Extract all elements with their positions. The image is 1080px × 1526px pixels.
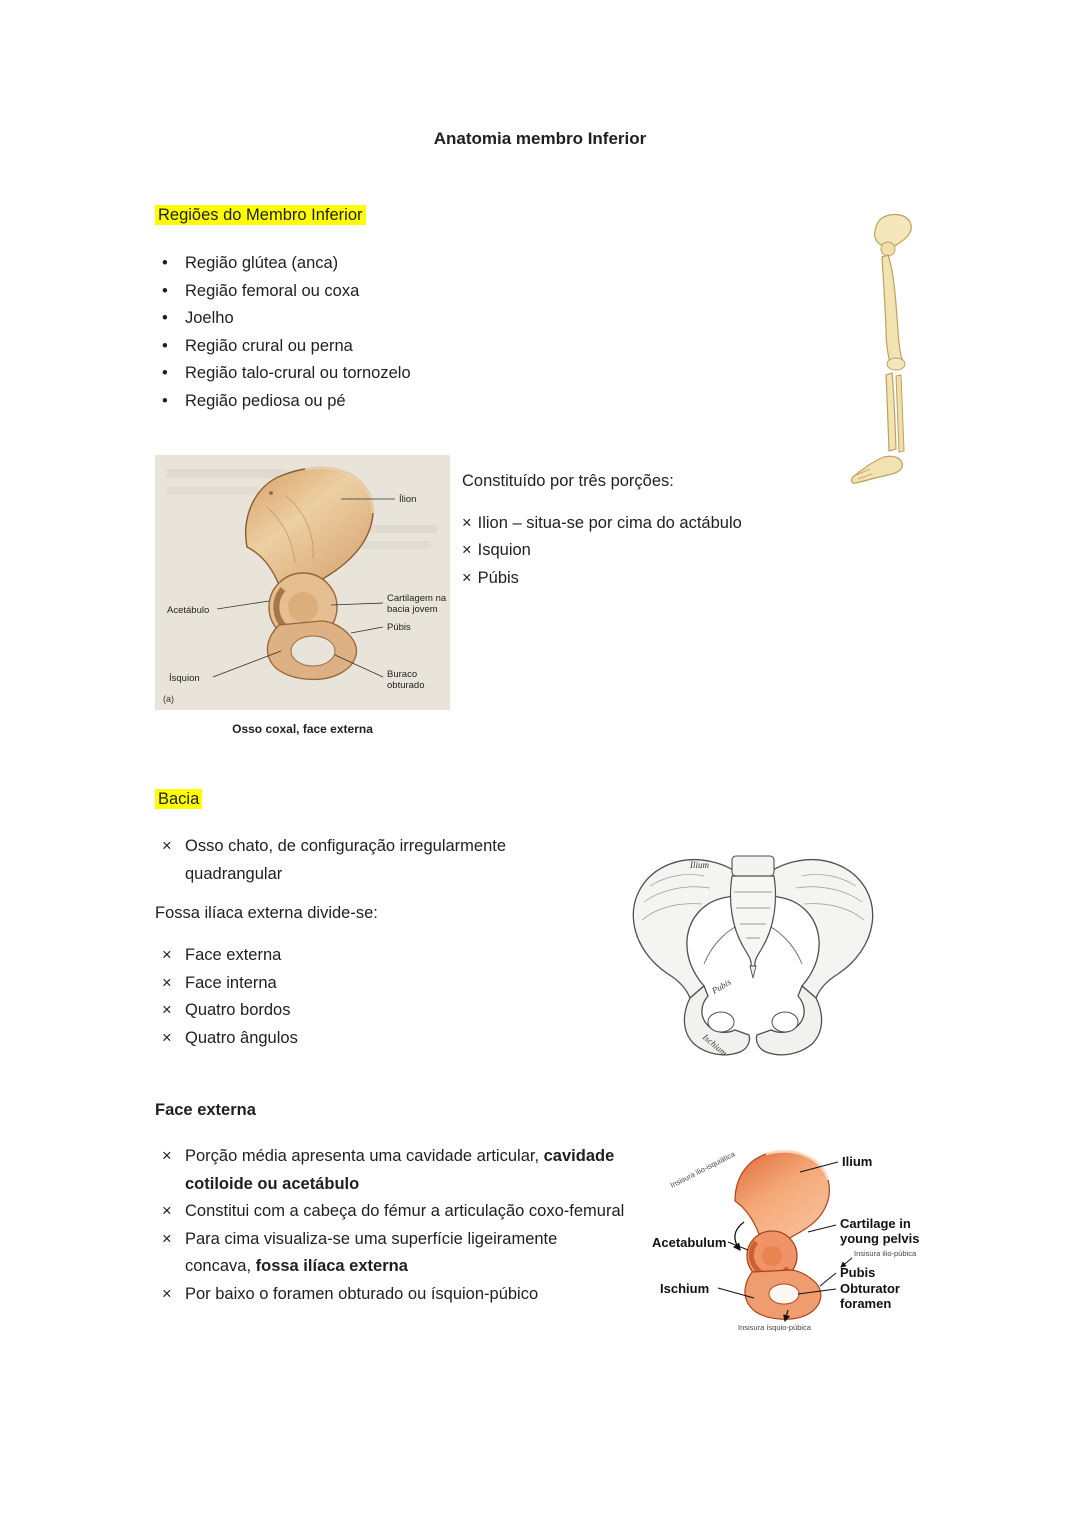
- fossa-intro: Fossa ilíaca externa divide-se:: [155, 904, 378, 922]
- hip-label-insisura-isquio-pubica: Insisura ísquio-púbica: [738, 1323, 811, 1332]
- hip-label-insisura-ilio-isquiatica: Insisura ilio-isquiática: [668, 1149, 737, 1190]
- hip-label-obturator-line1: Obturator: [840, 1281, 900, 1296]
- section-heading-face-externa: Face externa: [155, 1101, 256, 1119]
- hip-label-insisura-ilio-pubica: Insisura ilio-púbica: [854, 1249, 917, 1258]
- hip-label-cartilage-line2: young pelvis: [840, 1231, 920, 1246]
- porcoes-list: [462, 510, 892, 593]
- coxal-label-ilion: Ílion: [399, 494, 417, 505]
- section-heading-regioes: [155, 206, 366, 225]
- cross-marker: ×: [162, 946, 172, 964]
- cross-marker: ×: [162, 1202, 172, 1220]
- list-item-label: Por baixo o foramen obturado ou ísquion-púbico: [185, 1284, 539, 1303]
- pelvis-label-ischium: Ischium: [700, 1031, 729, 1058]
- list-item: [462, 510, 892, 538]
- cross-marker: ×: [162, 1229, 172, 1248]
- list-item: [155, 388, 585, 416]
- face-externa-list: [155, 1143, 625, 1308]
- coxal-label-cartilagem-line2: bacia jovem: [387, 604, 438, 615]
- list-item: [155, 1226, 625, 1281]
- list-item: [155, 1025, 585, 1053]
- list-item-label: Quatro bordos: [185, 1001, 291, 1019]
- bullet-dot-marker: •: [162, 364, 168, 382]
- porcoes-intro: Constituído por três porções:: [462, 472, 674, 490]
- cross-marker: ×: [162, 1001, 172, 1019]
- section-heading-bacia: [155, 790, 202, 809]
- hip-bone-illustration: [638, 1146, 930, 1334]
- cross-marker: ×: [162, 1028, 172, 1047]
- list-item: [155, 1198, 625, 1226]
- coxal-bone-illustration: [155, 455, 450, 710]
- pelvis-label-ilium: Ilium: [690, 860, 709, 870]
- bullet-dot-marker: •: [162, 336, 168, 355]
- bacia-item-list: [155, 833, 585, 888]
- list-item: [155, 833, 585, 888]
- regioes-heading-text: Regiões do Membro Inferior: [155, 205, 366, 225]
- coxal-label-pubis: Púbis: [387, 622, 411, 633]
- list-item: [155, 997, 585, 1025]
- list-item-label: Quatro ângulos: [185, 1028, 298, 1047]
- list-item-label: Isquion: [477, 541, 531, 559]
- coxal-label-acetabulo: Acetábulo: [167, 605, 210, 616]
- item-text-bold: cavidade cotiloide ou acetábulo: [185, 1147, 615, 1193]
- cross-marker: ×: [462, 568, 472, 587]
- list-item-label: Região glútea (anca): [185, 254, 339, 272]
- item-text-bold: fossa ilíaca externa: [255, 1257, 408, 1275]
- list-item-label: Ilion – situa-se por cima do actábulo: [477, 513, 742, 532]
- cross-marker: ×: [162, 1284, 172, 1303]
- list-item-label: Face interna: [185, 973, 277, 992]
- hip-label-pubis: Pubis: [840, 1265, 876, 1280]
- item-text: Porção média apresenta uma cavidade articular,: [185, 1147, 544, 1165]
- list-item: [155, 360, 585, 388]
- list-item-label: Púbis: [477, 568, 519, 587]
- list-item-label: Região talo-crural ou tornozelo: [185, 364, 411, 382]
- list-item: [155, 278, 585, 306]
- item-text: Para cima visualiza-se uma superfície ligeiramente concava,: [185, 1229, 558, 1275]
- hip-label-ilium: Ilium: [842, 1154, 873, 1169]
- coxal-bone-figure: [155, 455, 450, 710]
- list-item: [155, 942, 585, 970]
- bacia-heading-text: Bacia: [155, 789, 202, 809]
- cross-marker: ×: [162, 1147, 172, 1165]
- list-item-label: Joelho: [185, 309, 234, 327]
- bullet-dot-marker: •: [162, 281, 168, 300]
- coxal-panel-letter: (a): [163, 694, 174, 704]
- leg-skeleton-illustration: [842, 210, 930, 492]
- coxal-label-isquion: Ísquion: [169, 673, 200, 684]
- pelvis-engraving-figure: [620, 836, 886, 1068]
- pelvis-engraving-illustration: [620, 836, 886, 1068]
- hip-label-acetabulum: Acetabulum: [652, 1235, 727, 1250]
- list-item-label: [185, 1226, 625, 1281]
- cross-marker: ×: [462, 513, 472, 532]
- hip-label-ischium: Ischium: [660, 1281, 710, 1296]
- list-item: [155, 333, 585, 361]
- list-item-label: Face externa: [185, 946, 282, 964]
- coxal-label-buraco-line2: obturado: [387, 680, 425, 691]
- list-item: [155, 1143, 625, 1198]
- bullet-dot-marker: •: [162, 254, 168, 272]
- hip-label-cartilage-line1: Cartilage in: [840, 1216, 911, 1231]
- cross-marker: ×: [162, 973, 172, 992]
- coxal-label-buraco-line1: Buraco: [387, 669, 418, 680]
- list-item: [462, 565, 892, 593]
- page-title: Anatomia membro Inferior: [433, 129, 647, 148]
- hip-label-obturator-line2: foramen: [840, 1296, 892, 1311]
- bullet-dot-marker: •: [162, 309, 168, 327]
- coxal-figure-caption: Osso coxal, face externa: [232, 722, 373, 736]
- list-item: [462, 537, 892, 565]
- regioes-list: [155, 250, 585, 415]
- leg-skeleton-figure: [842, 210, 930, 492]
- list-item: [155, 1281, 625, 1309]
- list-item-label: Região femoral ou coxa: [185, 281, 360, 300]
- list-item-label: Constitui com a cabeça do fémur a articulação coxo-femural: [185, 1202, 625, 1220]
- coxal-label-cartilagem-line1: Cartilagem na: [387, 593, 447, 604]
- cross-marker: ×: [462, 541, 472, 559]
- list-item: [155, 970, 585, 998]
- list-item: [155, 305, 585, 333]
- cross-marker: ×: [162, 837, 172, 855]
- hip-bone-figure: [638, 1146, 930, 1334]
- porcoes-block: [462, 468, 892, 592]
- list-item: [155, 250, 585, 278]
- list-item-label: [185, 1143, 625, 1198]
- bullet-dot-marker: •: [162, 391, 168, 410]
- list-item-label: Osso chato, de configuração irregularmente quadrangular: [185, 837, 507, 883]
- pelvis-label-pubis: Pubis: [710, 976, 733, 996]
- list-item-label: Região crural ou perna: [185, 336, 353, 355]
- list-item-label: Região pediosa ou pé: [185, 391, 346, 410]
- fossa-list: [155, 942, 585, 1052]
